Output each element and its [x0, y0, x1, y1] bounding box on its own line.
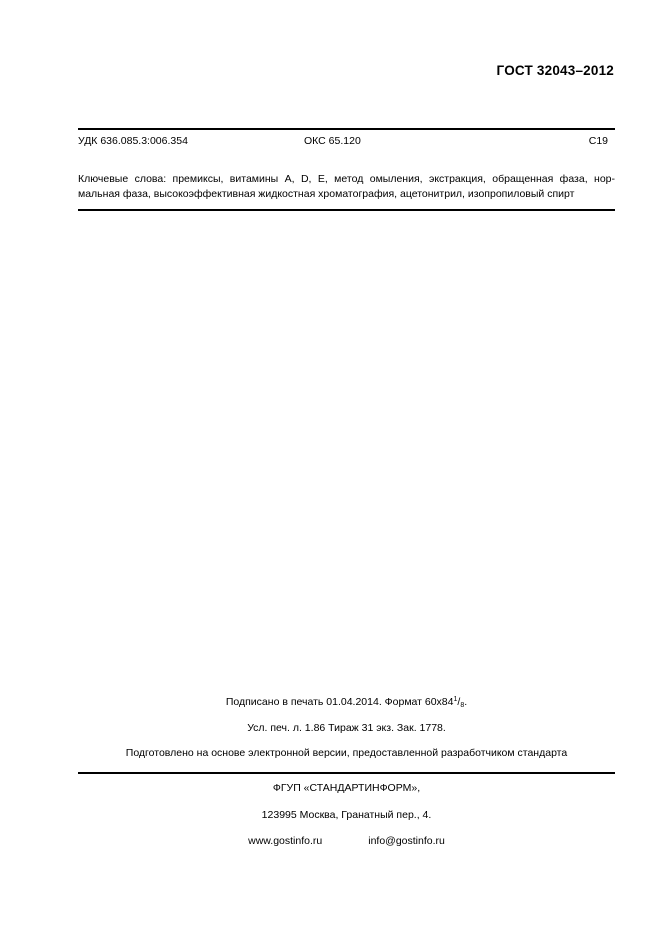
- signed-for-print: Подписано в печать 01.04.2014. Формат $60х84^1/_8$.: [225, 696, 468, 709]
- top-divider: [78, 128, 615, 130]
- keywords-line-2: мальная фаза, высокоэффективная жидкостная хроматография, ацетонитрил, изопропиловый спирт: [78, 188, 575, 200]
- keywords-divider: [78, 209, 615, 211]
- format-denominator: 8: [460, 702, 465, 709]
- oks-code: ОКС 65.120: [304, 135, 361, 147]
- standard-number: ГОСТ 32043–2012: [496, 63, 614, 78]
- keywords-block: [78, 172, 615, 202]
- email-link[interactable]: info@gostinfo.ru: [368, 835, 445, 847]
- format-suffix: .: [464, 696, 468, 708]
- prepared-note: Подготовлено на основе электронной версии, предоставленной разработчиком стандарта: [125, 747, 568, 759]
- publisher-address: 123995 Москва, Гранатный пер., 4.: [261, 809, 432, 821]
- classification-row: [78, 135, 608, 149]
- format-numerator: 1: [453, 696, 458, 703]
- website-link[interactable]: www.gostinfo.ru: [248, 835, 323, 847]
- contact-row: [78, 835, 615, 847]
- publisher-name: ФГУП «СТАНДАРТИНФОРМ»,: [272, 782, 421, 794]
- print-info: Усл. печ. л. 1.86 Тираж 31 экз. Зак. 1778.: [247, 722, 446, 734]
- signed-text: Подписано в печать 01.04.2014. Формат 60х84: [225, 696, 454, 708]
- classification-code: С19: [588, 135, 608, 147]
- keywords-line-1: Ключевые слова: премиксы, витамины А, D, Е, метод омыления, экстракция, обращенная фаза, нор-: [78, 173, 615, 185]
- udk-code: УДК 636.085.3:006.354: [78, 135, 188, 147]
- imprint-divider: [78, 772, 615, 774]
